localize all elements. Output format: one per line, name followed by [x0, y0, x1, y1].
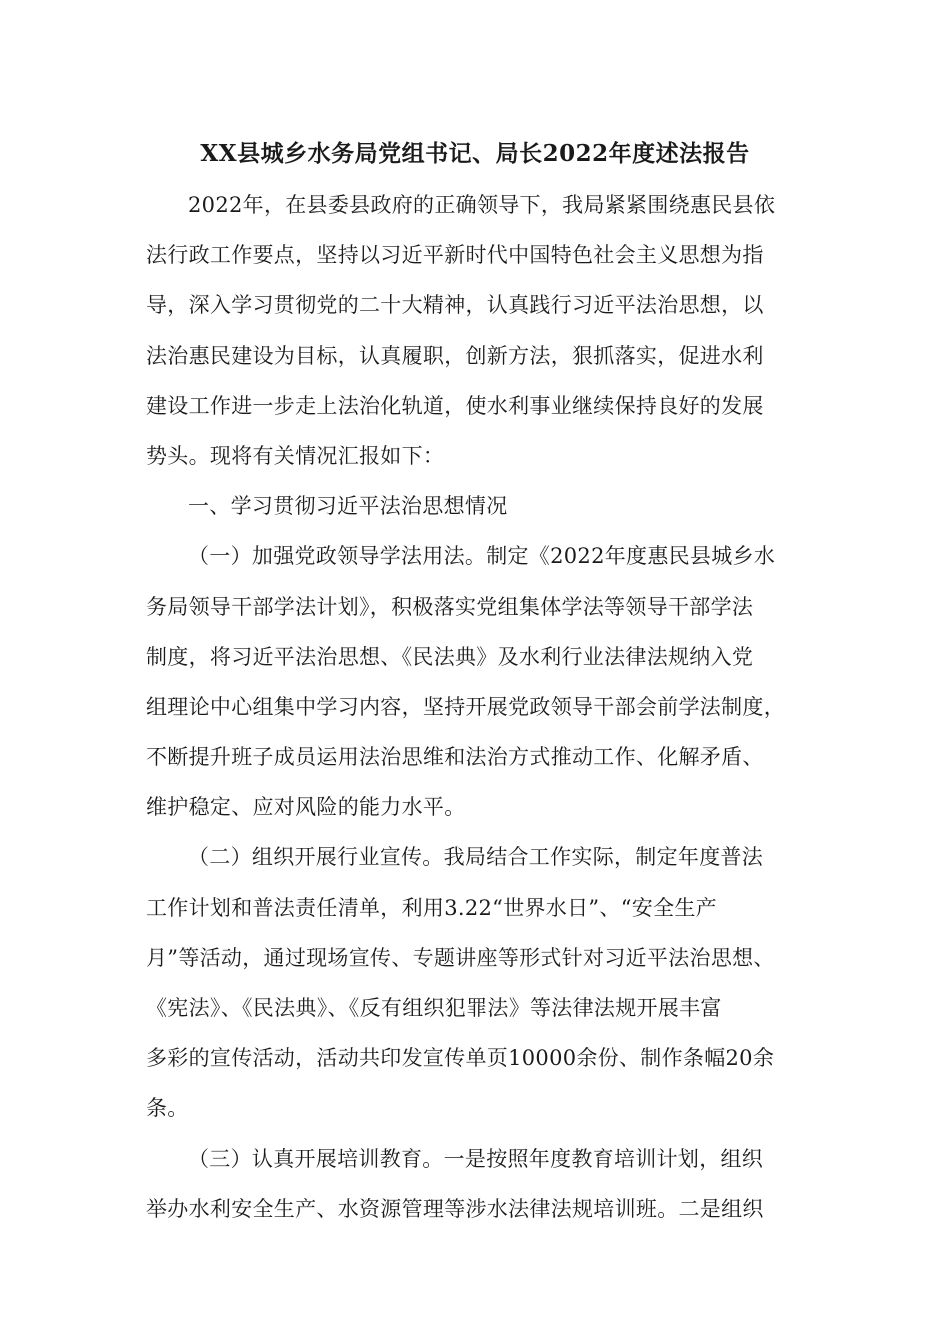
body-line: 条。 [146, 1096, 189, 1121]
body-line: 务局领导干部学法计划》，积极落实党组集体学法等领导干部学法 [146, 594, 754, 619]
body-line: （三）认真开展培训教育。一是按照年度教育培训计划，组织 [188, 1146, 764, 1171]
body-line: 制度，将习近平法治思想、《民法典》及水利行业法律法规纳入党 [146, 644, 754, 669]
body-line: 《宪法》、《民法典》、《反有组织犯罪法》等法律法规开展丰富 [146, 996, 722, 1020]
body-line: 多彩的宣传活动，活动共印发宣传单页10000余份、制作条幅20余 [146, 1046, 775, 1071]
section-heading: 一、学习贯彻习近平法治思想情况 [188, 494, 508, 519]
document-body [146, 180, 828, 1234]
body-line: （二）组织开展行业宣传。我局结合工作实际，制定年度普法 [188, 845, 764, 870]
body-line: （一）加强党政领导学法用法。制定《2022年度惠民县城乡水 [188, 544, 776, 569]
body-line: 2022年，在县委县政府的正确领导下，我局紧紧围绕惠民县依 [188, 193, 776, 217]
body-line: 维护稳定、应对风险的能力水平。 [146, 795, 466, 820]
document-title: XX县城乡水务局党组书记、局长2022年度述法报告 [200, 140, 750, 167]
body-line: 不断提升班子成员运用法治思维和法治方式推动工作、化解矛盾、 [146, 745, 764, 770]
body-line: 月”等活动，通过现场宣传、专题讲座等形式针对习近平法治思想、 [146, 945, 775, 970]
body-line: 导，深入学习贯彻党的二十大精神，认真践行习近平法治思想，以 [146, 293, 764, 318]
body-line: 建设工作进一步走上法治化轨道，使水利事业继续保持良好的发展 [146, 393, 764, 418]
body-line: 组理论中心组集中学习内容，坚持开展党政领导干部会前学法制度， [146, 694, 785, 719]
body-line: 法行政工作要点，坚持以习近平新时代中国特色社会主义思想为指 [146, 243, 764, 268]
body-line: 举办水利安全生产、水资源管理等涉水法律法规培训班。二是组织 [146, 1196, 764, 1221]
body-line: 工作计划和普法责任清单，利用3.22“世界水日”、“安全生产 [146, 895, 717, 920]
body-line: 势头。现将有关情况汇报如下： [146, 443, 445, 468]
body-line: 法治惠民建设为目标，认真履职，创新方法，狠抓落实，促进水利 [146, 343, 764, 368]
